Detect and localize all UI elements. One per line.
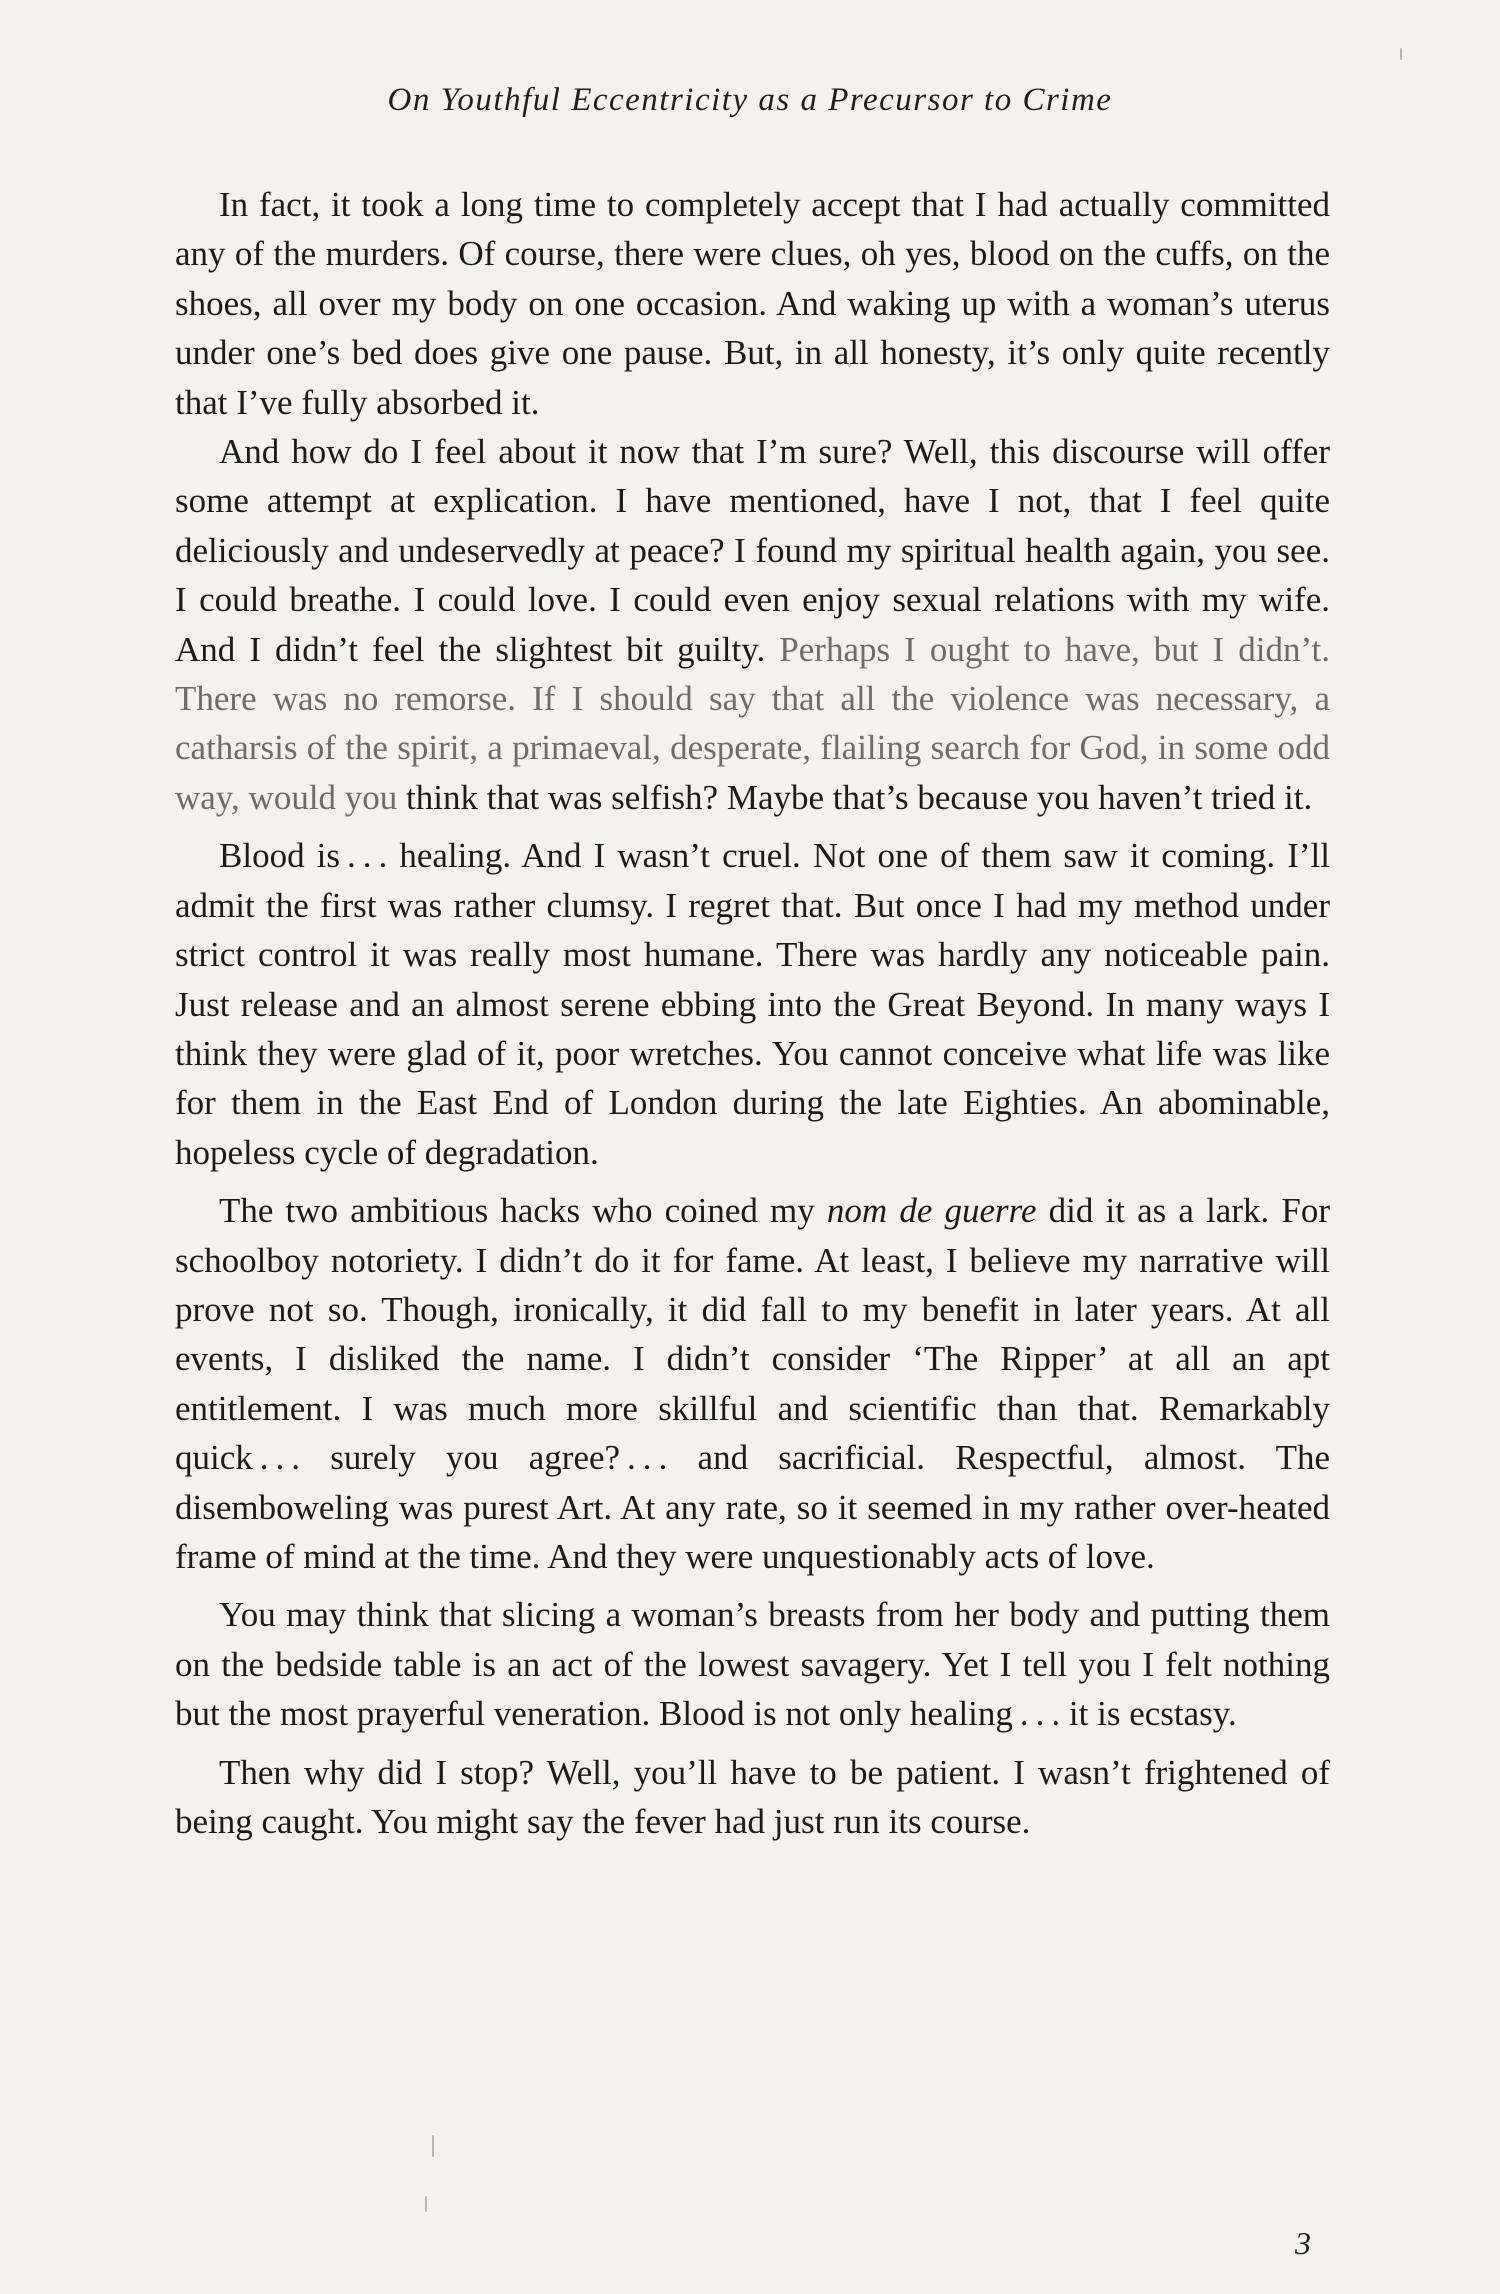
body-text (175, 180, 1330, 1846)
paragraph-1: In fact, it took a long time to completely accept that I had actually committed any of the murders. Of course, there were clues, oh yes, blood on the cuffs, on the shoes, all over my body on one occasion. And waking up with a woman’s uterus under one’s bed does give one pause. But, in all honesty, it’s only quite recently that I’ve fully absorbed it. (175, 185, 1330, 422)
scan-speck (432, 2135, 434, 2157)
scan-speck (1400, 48, 1402, 60)
paragraph-4-part-1: The two ambitious hacks who coined my (219, 1191, 827, 1231)
running-head: On Youthful Eccentricity as a Precursor to Crime (387, 82, 1113, 118)
scan-speck (425, 2196, 427, 2212)
paragraph-2-part-1: And how do I feel about it now that I’m sure? Well, this discourse will offer some attempt at explication. I have mentioned, have I not, that I feel quite deliciously and undeservedly at peace? I found my spiritual health again, you see. I could breathe. I could love. I could even enjoy sexual relations with my wife. And I didn’t feel the slightest bit guilty. (175, 432, 1330, 669)
paragraph-4 (175, 1186, 1330, 1581)
paragraph-4-part-2: did it as a lark. For schoolboy notoriety. I didn’t do it for fame. At least, I believe my narrative will prove not so. Though, ironically, it did fall to my benefit in later years. At all events, I disliked the name. I didn’t consider ‘The Ripper’ at all an apt entitlement. I was much more skillful and scientific than that. Remarkably quick . . . surely you agree? . . . and sacrificial. Respectful, almost. The disemboweling was purest Art. At any rate, so it seemed in my rather over-heated frame of mind at the time. And they were unquestionably acts of love. (175, 1191, 1331, 1576)
paragraph-3: Blood is . . . healing. And I wasn’t cruel. Not one of them saw it coming. I’ll admit the first was rather clumsy. I regret that. But once I had my method under strict control it was really most humane. There was hardly any noticeable pain. Just release and an almost serene ebbing into the Great Beyond. In many ways I think they were glad of it, poor wretches. You cannot conceive what life was like for them in the East End of London during the late Eighties. An abominable, hopeless cycle of degradation. (175, 836, 1330, 1172)
paragraph-6: Then why did I stop? Well, you’ll have to be patient. I wasn’t frightened of being caught. You might say the fever had just run its course. (175, 1752, 1330, 1841)
nom-de-guerre-italic: nom de guerre (826, 1191, 1037, 1231)
paragraph-2 (175, 427, 1330, 822)
paragraph-2-faded-passage: Perhaps I ought to have, but I didn’t. There was no remorse. If I should say that all the violence was necessary, a catharsis of the spirit, a primaeval, desperate, flailing search for God, in some odd way, would you (175, 629, 1330, 817)
paragraph-2-part-3: think that was selfish? Maybe that’s because you haven’t tried it. (397, 777, 1313, 817)
paragraph-5: You may think that slicing a woman’s breasts from her body and putting them on the bedside table is an act of the lowest savagery. Yet I tell you I felt nothing but the most prayerful veneration. Blood is not only healing . . . it is ecstasy. (175, 1595, 1330, 1734)
page-number: 3 (1295, 2225, 1311, 2261)
